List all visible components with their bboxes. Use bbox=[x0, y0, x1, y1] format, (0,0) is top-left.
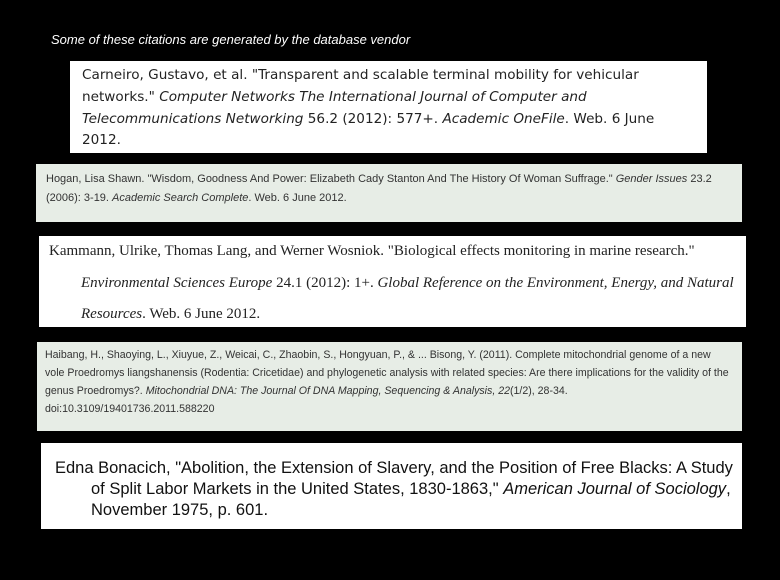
citation-database: Academic Search Complete bbox=[112, 192, 249, 204]
citation-authors: Haibang, H., Shaoying, L., Xiuyue, Z., Weicai, C., Zhaobin, S., Hongyuan, P., & ... Bisong, Y. (2011). bbox=[45, 349, 513, 361]
slide-caption: Some of these citations are generated by the database vendor bbox=[51, 32, 411, 47]
citation-database: Academic OneFile bbox=[442, 110, 565, 127]
citation-journal: Gender Issues bbox=[615, 173, 688, 185]
citation-details: 56.2 (2012): 577+. bbox=[307, 110, 439, 127]
citation-journal: Computer Networks The International Journal of Computer and Telecommunications Networking bbox=[82, 88, 587, 127]
citation-title: Complete mitochondrial genome of a new vole Proedromys liangshanensis (Rodentia: Cricetidae) and phylogenetic analysis with related species: Are there implications for the validity of the genus Proedromys?. bbox=[45, 349, 729, 397]
citation-details: 24.1 (2012): 1+. bbox=[276, 274, 374, 291]
citation-carneiro bbox=[70, 61, 707, 153]
citation-access: . Web. 6 June 2012. bbox=[142, 306, 261, 322]
citation-journal: Mitochondrial DNA: The Journal Of DNA Mapping, Sequencing & Analysis, 22 bbox=[145, 385, 510, 397]
citation-details: (1/2), 28-34. doi:10.3109/19401736.2011.588220 bbox=[45, 385, 568, 415]
citation-authors: Kammann, Ulrike, Thomas Lang, and Werner Wosniok. bbox=[49, 243, 385, 259]
citation-title: "Biological effects monitoring in marine research." bbox=[387, 243, 695, 259]
citation-database: Global Reference on the Environment, Energy, and Natural Resources bbox=[81, 274, 734, 322]
citation-access: . Web. 6 June 2012. bbox=[248, 192, 347, 204]
citation-authors: Edna Bonacich, bbox=[55, 459, 171, 477]
citation-haibang bbox=[37, 342, 742, 431]
citation-bonacich bbox=[41, 443, 742, 529]
citation-journal: American Journal of Sociology bbox=[503, 480, 727, 498]
citation-title: "Wisdom, Goodness And Power: Elizabeth Cady Stanton And The History Of Woman Suffrage." bbox=[147, 173, 613, 185]
citation-title: "Abolition, the Extension of Slavery, and the Position of Free Blacks: A Study of Split Labor Markets in the United States, 1830-1863," bbox=[91, 459, 733, 498]
citation-authors: Carneiro, Gustavo, et al. bbox=[82, 67, 248, 83]
citation-hogan bbox=[36, 164, 742, 222]
citation-details: 23.2 (2006): 3-19. bbox=[46, 173, 712, 204]
citation-access: . Web. 6 June 2012. bbox=[82, 110, 655, 149]
citation-details: , November 1975, p. 601. bbox=[91, 480, 731, 519]
citation-journal: Environmental Sciences Europe bbox=[81, 274, 273, 291]
citation-authors: Hogan, Lisa Shawn. bbox=[46, 173, 145, 185]
citation-kammann bbox=[39, 236, 746, 327]
citation-title: "Transparent and scalable terminal mobility for vehicular networks." bbox=[82, 67, 639, 105]
